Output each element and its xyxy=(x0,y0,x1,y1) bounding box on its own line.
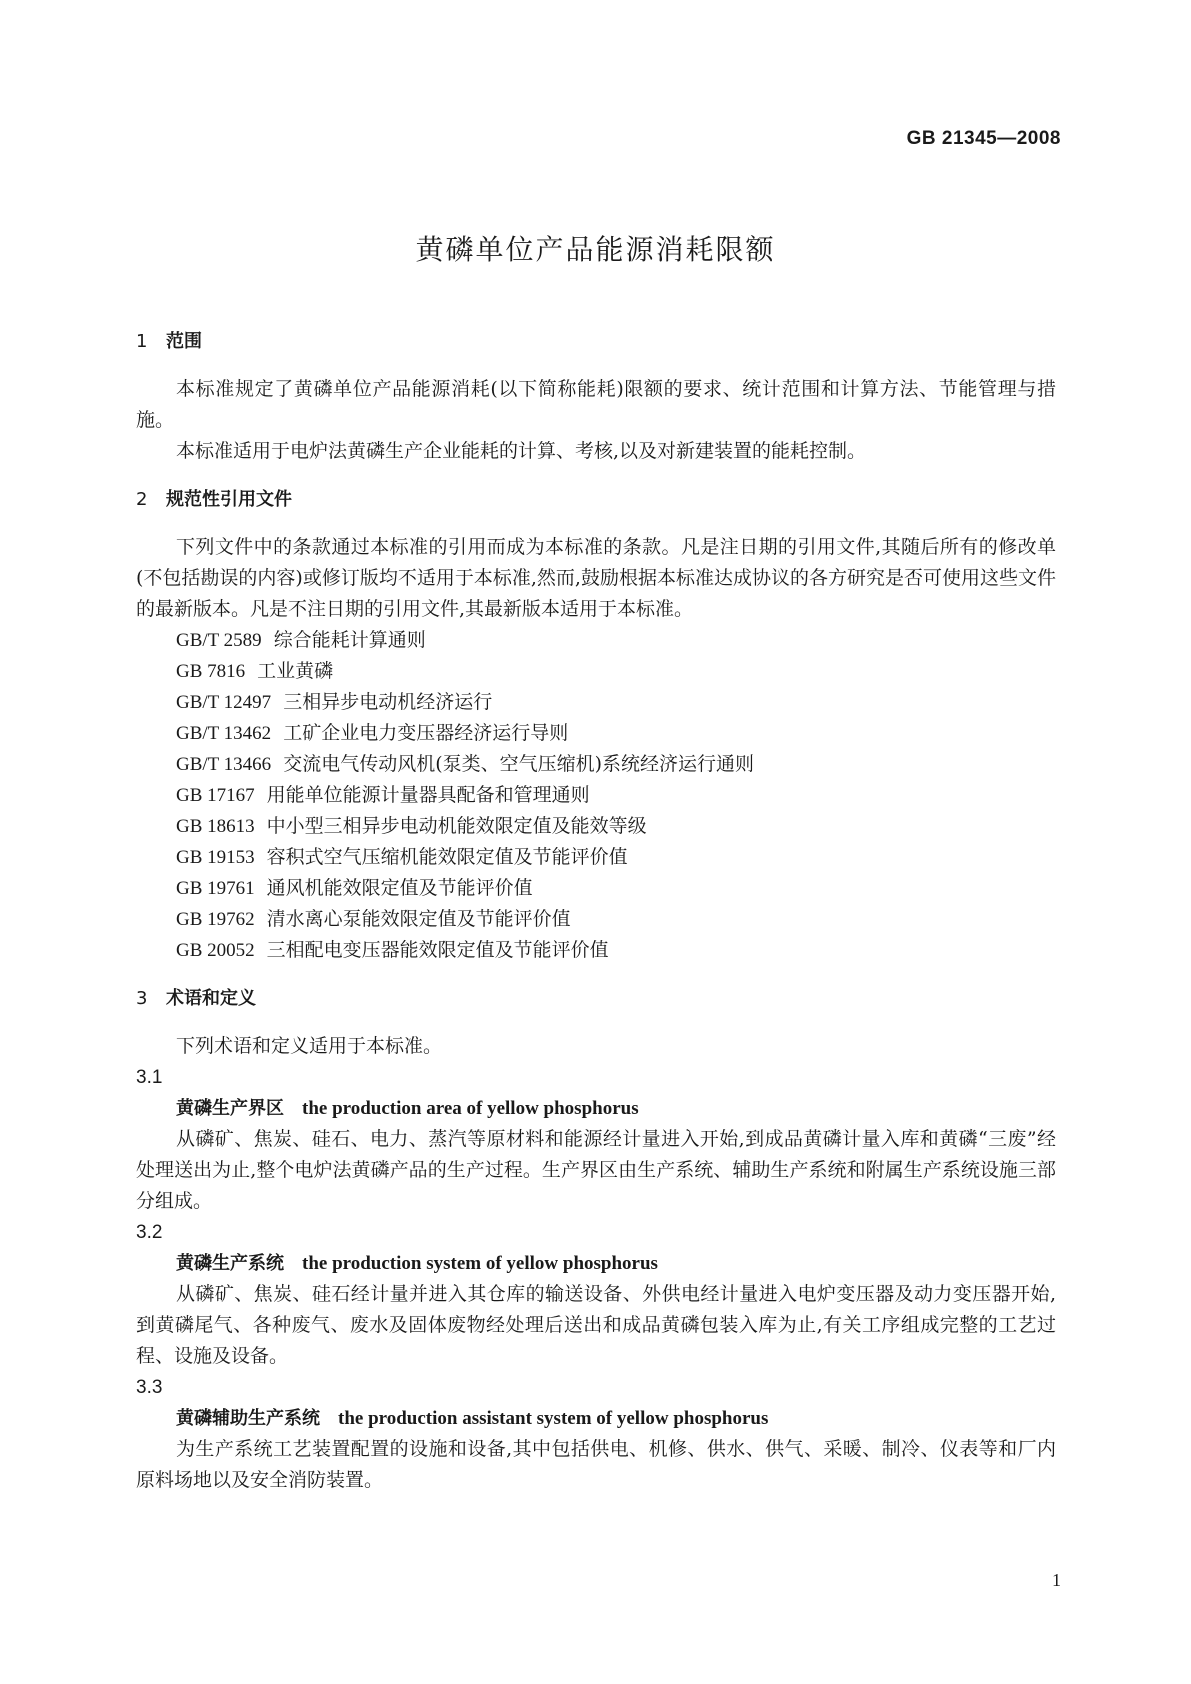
reference-name: 工矿企业电力变压器经济运行导则 xyxy=(283,722,569,744)
paragraph: 下列文件中的条款通过本标准的引用而成为本标准的条款。凡是注日期的引用文件,其随后所有的修改单(不包括勘误的内容)或修订版均不适用于本标准,然而,鼓励根据本标准达成协议的各方研究是否可使用这些文件的最新版本。凡是不注日期的引用文件,其最新版本适用于本标准。 xyxy=(136,536,1056,620)
reference-code: GB/T 13466 xyxy=(176,754,272,775)
term-english: the production assistant system of yellow phosphorus xyxy=(338,1408,769,1429)
list-item xyxy=(136,718,1056,749)
reference-name: 用能单位能源计量器具配备和管理通则 xyxy=(266,784,590,806)
page-number: 1 xyxy=(1052,1570,1061,1590)
term-definition: 从磷矿、焦炭、硅石经计量并进入其仓库的输送设备、外供电经计量进入电炉变压器及动力变压器开始,到黄磷尾气、各种废气、废水及固体废物经处理后送出和成品黄磷包装入库为止,有关工序组成完整的工艺过程、设施及设备。 xyxy=(136,1283,1056,1367)
term-entry xyxy=(136,1062,1056,1217)
list-item xyxy=(136,811,1056,842)
term-number: 3.2 xyxy=(136,1222,163,1243)
reference-code: GB 19153 xyxy=(176,847,255,868)
reference-code: GB 19762 xyxy=(176,909,255,930)
list-item xyxy=(136,904,1056,935)
term-heading xyxy=(136,1248,1056,1279)
term-entry xyxy=(136,1372,1056,1496)
reference-code: GB/T 13462 xyxy=(176,723,272,744)
reference-code: GB 17167 xyxy=(176,785,255,806)
term-number: 3.1 xyxy=(136,1067,163,1088)
section-heading-scope xyxy=(136,326,1056,357)
reference-name: 清水离心泵能效限定值及节能评价值 xyxy=(266,908,571,930)
paragraph: 本标准适用于电炉法黄磷生产企业能耗的计算、考核,以及对新建装置的能耗控制。 xyxy=(176,440,867,462)
term-chinese: 黄磷生产系统 xyxy=(176,1253,284,1274)
section-number: 3 xyxy=(136,988,148,1009)
term-entry xyxy=(136,1217,1056,1372)
paragraph: 本标准规定了黄磷单位产品能源消耗(以下简称能耗)限额的要求、统计范围和计算方法、节能管理与措施。 xyxy=(136,378,1056,431)
list-item xyxy=(136,842,1056,873)
term-definition: 从磷矿、焦炭、硅石、电力、蒸汽等原材料和能源经计量进入开始,到成品黄磷计量入库和黄磷“三废”经处理送出为止,整个电炉法黄磷产品的生产过程。生产界区由生产系统、辅助生产系统和附属生产系统设施三部分组成。 xyxy=(136,1128,1056,1212)
paragraph: 下列术语和定义适用于本标准。 xyxy=(176,1035,443,1057)
term-heading xyxy=(136,1093,1056,1124)
term-chinese: 黄磷辅助生产系统 xyxy=(176,1408,320,1429)
reference-name: 工业黄磷 xyxy=(257,660,334,682)
list-item xyxy=(136,656,1056,687)
term-heading xyxy=(136,1403,1056,1434)
reference-code: GB 7816 xyxy=(176,661,246,682)
reference-name: 中小型三相异步电动机能效限定值及能效等级 xyxy=(266,815,647,837)
reference-name: 容积式空气压缩机能效限定值及节能评价值 xyxy=(266,846,628,868)
term-english: the production system of yellow phosphorus xyxy=(302,1253,658,1274)
list-item xyxy=(136,625,1056,656)
page-title: 黄磷单位产品能源消耗限额 xyxy=(415,233,776,266)
reference-name: 三相异步电动机经济运行 xyxy=(283,691,493,713)
list-item xyxy=(136,687,1056,718)
reference-name: 通风机能效限定值及节能评价值 xyxy=(266,877,533,899)
reference-list xyxy=(136,625,1056,966)
section-number: 1 xyxy=(136,331,148,352)
section-heading-normative-references xyxy=(136,484,1056,515)
list-item xyxy=(136,749,1056,780)
term-number: 3.3 xyxy=(136,1377,163,1398)
reference-name: 综合能耗计算通则 xyxy=(273,629,426,651)
term-chinese: 黄磷生产界区 xyxy=(176,1098,284,1119)
reference-code: GB/T 12497 xyxy=(176,692,272,713)
section-title: 范围 xyxy=(166,331,202,352)
reference-code: GB/T 2589 xyxy=(176,630,262,651)
reference-code: GB 19761 xyxy=(176,878,255,899)
reference-code: GB 18613 xyxy=(176,816,255,837)
reference-name: 交流电气传动风机(泵类、空气压缩机)系统经济运行通则 xyxy=(283,753,755,775)
section-heading-terms-definitions xyxy=(136,983,1056,1014)
list-item xyxy=(136,935,1056,966)
term-english: the production area of yellow phosphorus xyxy=(302,1098,639,1119)
document-body xyxy=(136,326,1056,1496)
reference-code: GB 20052 xyxy=(176,940,255,961)
section-title: 术语和定义 xyxy=(166,988,256,1009)
term-definition: 为生产系统工艺装置配置的设施和设备,其中包括供电、机修、供水、供气、采暖、制冷、仪表等和厂内原料场地以及安全消防装置。 xyxy=(136,1438,1056,1491)
reference-name: 三相配电变压器能效限定值及节能评价值 xyxy=(266,939,609,961)
standard-number: GB 21345—2008 xyxy=(906,128,1061,149)
section-title: 规范性引用文件 xyxy=(166,489,292,510)
list-item xyxy=(136,873,1056,904)
section-number: 2 xyxy=(136,489,148,510)
list-item xyxy=(136,780,1056,811)
